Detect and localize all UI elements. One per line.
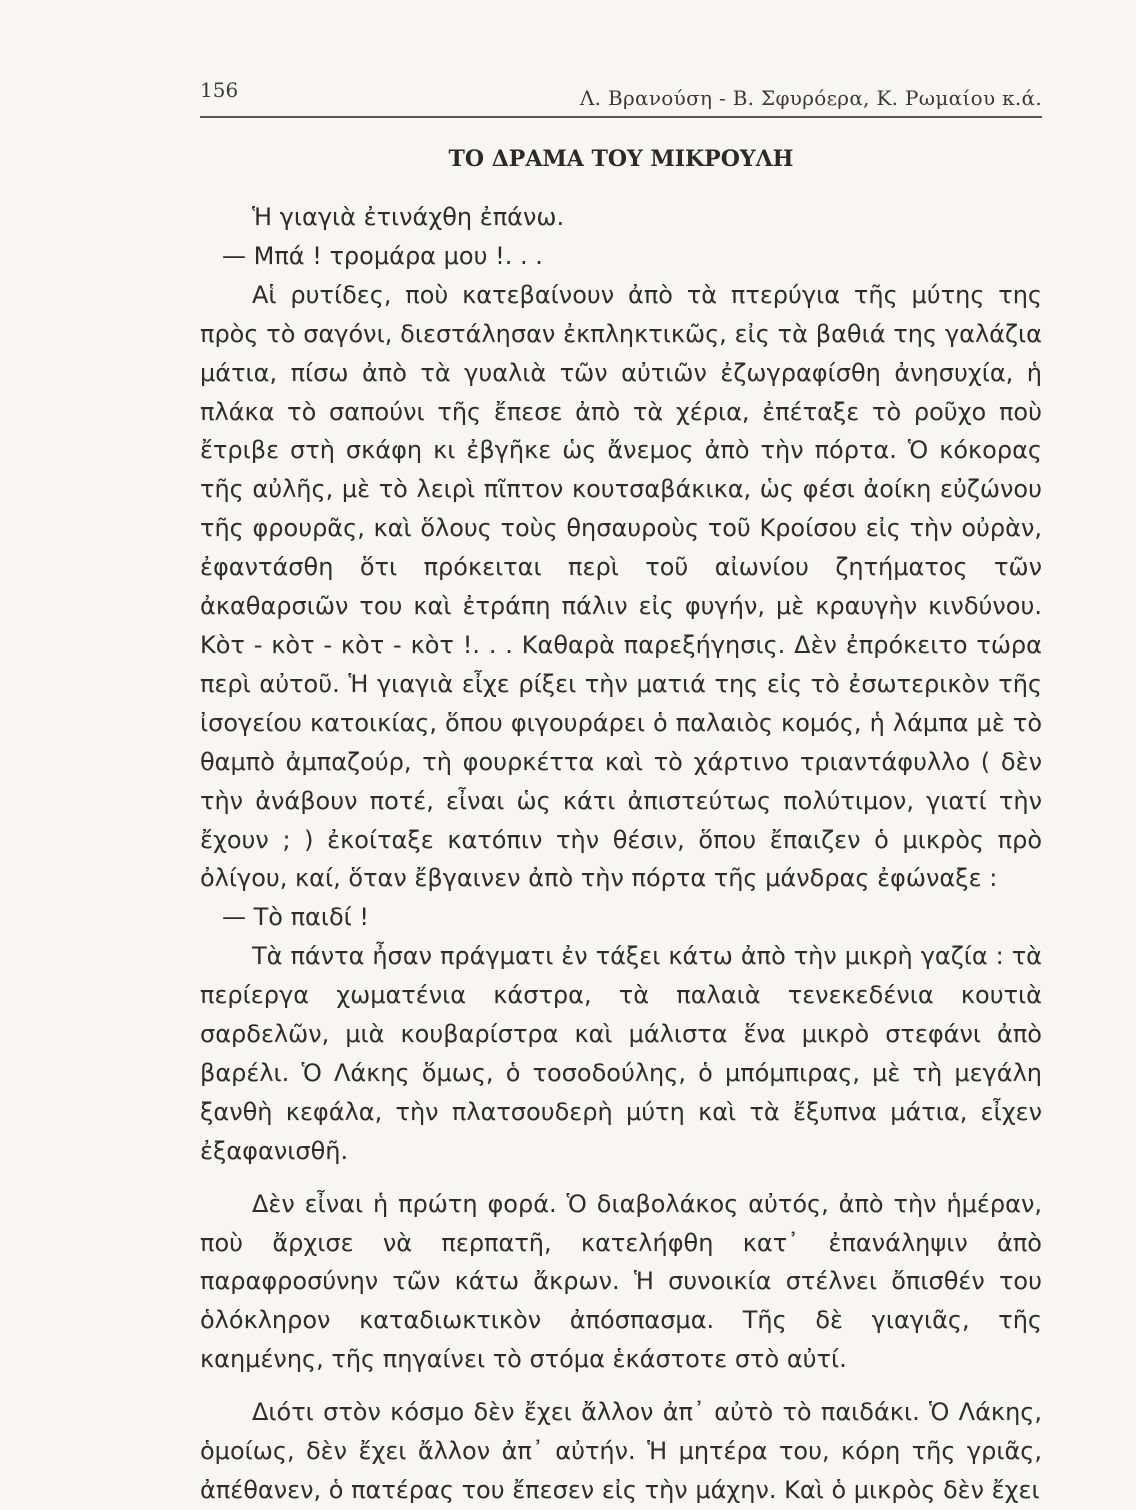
header-rule [200,116,1042,118]
paragraph-2: — Μπά ! τρομάρα μου !. . . [222,241,543,270]
body-text [200,198,1042,1510]
running-header [200,72,1042,110]
paragraph-6: Δὲν εἶναι ἡ πρώτη φορά. Ὁ διαβολάκος αὐτός, ἀπὸ τὴν ἡμέραν, ποὺ ἄρχισε νὰ περπατῆ, κατελήφθη κατ᾿ ἐπανάληψιν ἀπὸ παραφροσύνην τῶν κάτω ἄκρων. Ἡ συνοικία στέλνει ὄπισθέν του ὁλόκληρον καταδιωκτικὸν ἀπόσπασμα. Τῆς δὲ γιαγιᾶς, τῆς καημένης, τῆς πηγαίνει τὸ στόμα ἑκάστοτε στὸ αὐτί. [200,1189,1042,1374]
header-authors: Λ. Βρανούση - Β. Σφυρόερα, Κ. Ρωμαίου κ.ά. [579,86,1042,110]
paragraph-1: Ἡ γιαγιὰ ἐτινάχθη ἐπάνω. [252,203,565,231]
page-number: 156 [200,78,239,102]
paragraph-4: — Τὸ παιδί ! [222,903,370,932]
chapter-title: ΤΟ ΔΡΑΜΑ ΤΟΥ ΜΙΚΡΟΥΛΗ [448,146,794,172]
paragraph-3: Αἱ ρυτίδες, ποὺ κατεβαίνουν ἀπὸ τὰ πτερύγια τῆς μύτης της πρὸς τὸ σαγόνι, διεστάλησαν ἐκπληκτικῶς, εἰς τὰ βαθιά της γαλάζια μάτια, πίσω ἀπὸ τὰ γυαλιὰ τῶν αὐτιῶν ἐζωγραφίσθη ἀνησυχία, ἡ πλάκα τὸ σαπούνι τῆς ἔπεσε ἀπὸ τὰ χέρια, ἐπέταξε τὸ ροῦχο ποὺ ἔτριβε στὴ σκάφη κι ἐβγῆκε ὡς ἄνεμος ἀπὸ τὴν πόρτα. Ὁ κόκορας τῆς αὐλῆς, μὲ τὸ λειρὶ πῖπτον κουτσαβάκικα, ὡς φέσι ἀοίκη εὐζώνου τῆς φρουρᾶς, καὶ ὅλους τοὺς θησαυροὺς τοῦ Κροίσου εἰς τὴν οὐρὰν, ἐφαντάσθη ὅτι πρόκειται περὶ τοῦ αἰωνίου ζητήματος τῶν ἀκαθαρσιῶν του καὶ ἐτράπη πάλιν εἰς φυγήν, μὲ κραυγὴν κινδύνου. Κὸτ - κὸτ - κὸτ - κὸτ !. . . Καθαρὰ παρεξήγησις. Δὲν ἐπρόκειτο τώρα περὶ αὐτοῦ. Ἡ γιαγιὰ εἶχε ρίξει τὴν ματιά της εἰς τὸ ἐσωτερικὸν τῆς ἰσογείου κατοικίας, ὅπου φιγουράρει ὁ παλαιὸς κομός, ἡ λάμπα μὲ τὸ θαμπὸ ἀμπαζούρ, τὴ φουρκέττα καὶ τὸ χάρτινο τριαντάφυλλο ( δὲν τὴν ἀνάβουν ποτέ, εἶναι ὡς κάτι ἀπιστεύτως πολύτιμον, γιατί τὴν ἔχουν ; ) ἐκοίταξε κατόπιν τὴν θέσιν, ὅπου ἔπαιζεν ὁ μικρὸς πρὸ ὀλίγου, καί, ὅταν ἔβγαινεν ἀπὸ τὴν πόρτα τῆς μάνδρας ἐφώναξε : [200,280,1042,893]
paragraph-7: Διότι στὸν κόσμο δὲν ἔχει ἄλλον ἀπ᾿ αὐτὸ τὸ παιδάκι. Ὁ Λάκης, ὁμοίως, δὲν ἔχει ἄλλον ἀπ᾿ αὐτήν. Ἡ μητέρα του, κόρη τῆς γριᾶς, ἀπέθανεν, ὁ πατέρας του ἔπεσεν εἰς τὴν μάχην. Καὶ ὁ μικρὸς δὲν ἔχει [200,1398,1042,1504]
paragraph-5: Τὰ πάντα ἦσαν πράγματι ἐν τάξει κάτω ἀπὸ τὴν μικρὴ γαζία : τὰ περίεργα χωματένια κάστρα, τὰ παλαιὰ τενεκεδένια κουτιὰ σαρδελῶν, μιὰ κουβαρίστρα καὶ μάλιστα ἕνα μικρὸ στεφάνι ἀπὸ βαρέλι. Ὁ Λάκης ὅμως, ὁ τοσοδούλης, ὁ μπόμπιρας, μὲ τὴ μεγάλη ξανθὴ κεφάλα, τὴν πλατσουδερὴ μύτη καὶ τὰ ἔξυπνα μάτια, εἶχεν ἐξαφανισθῆ. [200,942,1042,1165]
